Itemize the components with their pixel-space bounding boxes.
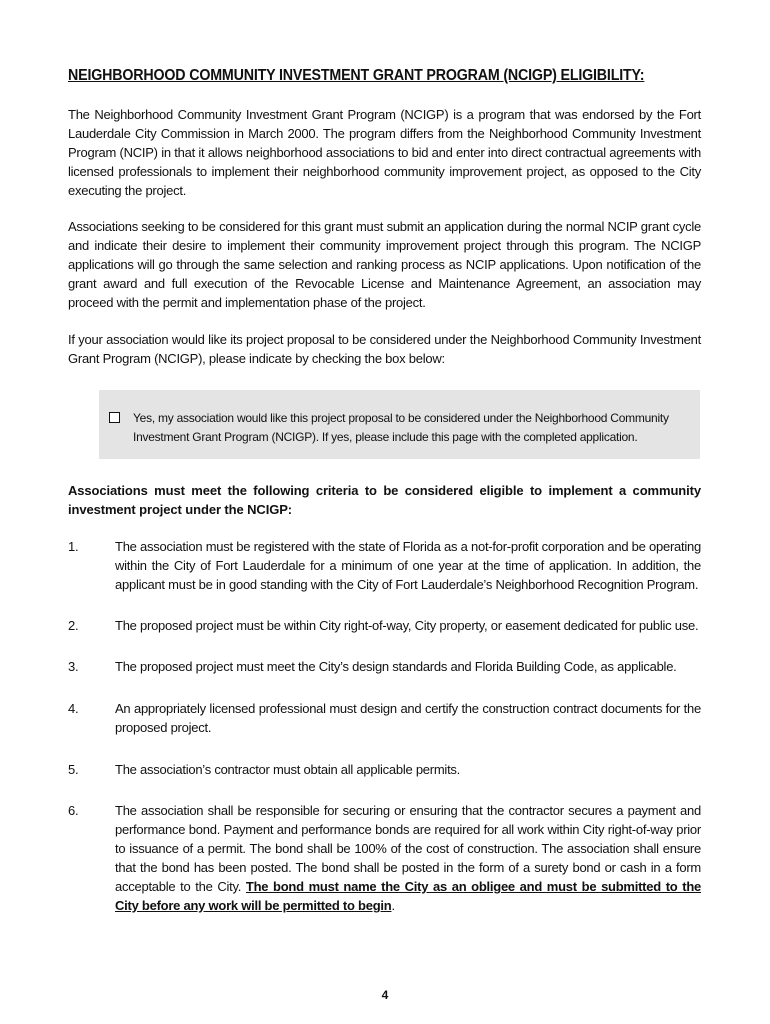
opt-in-checkbox-label: Yes, my association would like this project proposal to be considered under the Neighborhood Community Investment Grant Program (NCIGP). If yes, please include this page with the completed application. xyxy=(133,411,669,444)
criteria-text: An appropriately licensed professional must design and certify the construction contract documents for the proposed project. xyxy=(115,701,701,735)
criteria-item xyxy=(68,657,701,676)
page-title: NEIGHBORHOOD COMMUNITY INVESTMENT GRANT PROGRAM (NCIGP) ELIGIBILITY: xyxy=(68,67,645,84)
opt-in-panel xyxy=(99,390,700,459)
page-number: 4 xyxy=(381,988,389,1002)
criteria-number: 1. xyxy=(68,539,79,554)
criteria-text: The proposed project must meet the City’s design standards and Florida Building Code, as applicable. xyxy=(115,659,677,674)
criteria-text: The association’s contractor must obtain all applicable permits. xyxy=(115,762,461,777)
intro-paragraph: The Neighborhood Community Investment Grant Program (NCIGP) is a program that was endorsed by the Fort Lauderdale City Commission in March 2000. The program differs from the Neighborhood Community Investment Program (NCIP) in that it allows neighborhood associations to bid and enter into direct contractual agreements with licensed professionals to implement their neighborhood community improvement project, as opposed to the City executing the project. xyxy=(68,107,701,198)
application-paragraph: Associations seeking to be considered for this grant must submit an application during the normal NCIP grant cycle and indicate their desire to implement their community improvement project through this program. The NCIGP applications will go through the same selection and ranking process as NCIP applications. Upon notification of the grant award and full execution of the Revocable License and Maintenance Agreement, an association may proceed with the permit and implementation phase of the project. xyxy=(68,219,701,310)
criteria-item xyxy=(68,801,701,915)
criteria-number: 6. xyxy=(68,803,79,818)
criteria-item xyxy=(68,699,701,737)
criteria-text: The association must be registered with the state of Florida as a not-for-profit corporation and be operating within the City of Fort Lauderdale for a minimum of one year at the time of application. In addition, the applicant must be in good standing with the City of Fort Lauderdale’s Neighborhood Recognition Program. xyxy=(115,539,701,592)
criteria-text: The association shall be responsible for securing or ensuring that the contractor secures a payment and performance bond. Payment and performance bonds are required for all work within City right-of-way prior to issuance of a permit. The bond shall be 100% of the cost of construction. The association shall ensure that the bond has been posted. The bond shall be posted in the form of a surety bond or cash in a form acceptable to the City. xyxy=(115,803,701,894)
criteria-number: 5. xyxy=(68,762,79,777)
criteria-number: 4. xyxy=(68,701,79,716)
criteria-text-trailing: . xyxy=(391,898,395,913)
criteria-item xyxy=(68,760,701,779)
opt-in-checkbox[interactable] xyxy=(109,412,120,423)
criteria-number: 3. xyxy=(68,659,79,674)
criteria-text-block xyxy=(115,801,701,915)
bond-requirement-emphasis: The bond must name the City as an obligee and must be submitted to the City before any work will be permitted to begin xyxy=(115,879,701,913)
instruction-paragraph: If your association would like its project proposal to be considered under the Neighborhood Community Investment Grant Program (NCIGP), please indicate by checking the box below: xyxy=(68,332,701,366)
criteria-item xyxy=(68,537,701,594)
criteria-text: The proposed project must be within City right-of-way, City property, or easement dedicated for public use. xyxy=(115,618,699,633)
criteria-number: 2. xyxy=(68,618,79,633)
opt-in-checkbox-row[interactable] xyxy=(109,409,688,447)
criteria-heading: Associations must meet the following criteria to be considered eligible to implement a community investment project under the NCIGP: xyxy=(68,483,701,517)
criteria-item xyxy=(68,616,701,635)
